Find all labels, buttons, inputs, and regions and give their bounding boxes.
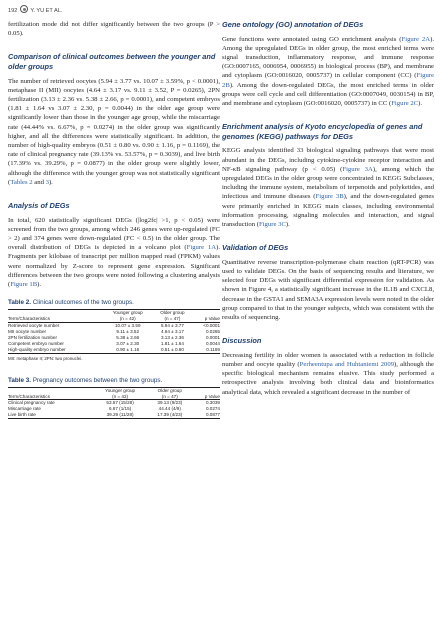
table3: Younger group Older group Term/Characteristics (n = 42) (n = 47) p Value Clinical pregnancy rate 53.57 (15/28) 39.13 (9/23) 0.3039 Miscarriage rate 6.67 (1/15) 44.44 (4/9) 0.0274 Live birth rate 39.29 (11/28) 17.39 (4/23) 0.0877 [8,387,220,418]
paragraph-analysis-of-degs: In total, 620 statistically significant DEGs (|log2fc| >1, p < 0.05) were screened from the two groups, among which 246 genes were up-regulated (FC > 2) and 374 genes were down-regulated (FC < 0.5) in the older group. The overall distribution of DEGs is depicted in a volcano plot (Figure 1A). Fragments per kilobase of transcript per million mapped read (FPKM) values were normalized by Z-score to represent gene expression. Significant differences between the two groups were noted following a clustering analysis (Figure 1B). [8,216,221,289]
table-row: Clinical pregnancy rate 53.57 (15/28) 39.13 (9/23) 0.3039 [8,400,220,406]
figure-reference-link[interactable]: Figure 1B [10,281,38,289]
table-row: Miscarriage rate 6.67 (1/15) 44.44 (4/9) 0.0274 [8,406,220,412]
table-row: High-quality embryo number 0.90 ± 1.16 0.51 ± 0.80 0.1169 [8,346,220,352]
heading-clinical-outcomes: Comparison of clinical outcomes between the younger and older groups [8,52,216,71]
page-number: 192 [8,8,18,14]
table-row: Competent embryo number 3.07 ± 2.30 1.81 ± 1.64 0.0044 [8,340,220,346]
table-row: Retrieved oocyte number 10.07 ± 3.59 5.94 ± 3.77 <0.0001 [8,323,220,329]
journal-logo-icon [20,5,28,13]
paragraph-intro: fertilization mode did not differ significantly between the two groups (P > 0.05). [8,21,220,38]
figure-reference-link[interactable]: Figure 2C [391,100,419,108]
heading-validation-of-degs: Validation of DEGs [222,243,289,253]
paragraph-validation-of-degs: Quantitative reverse transcription-polymerase chain reaction (qRT-PCR) was used to validate DEGs. On the basis of sequencing results and literature, we selected four DEGs with significant differential expression for validation. As shown in Figure 4, a statistically significant increase in the IL1B and CXCL8, decrease in the GSTA1 and SEMA3A expression levels were noted in the older group compared to that in the younger subjects, which was consistent with the results of sequencing. [222,258,434,322]
table-reference-link[interactable]: 3 [45,178,49,186]
heading-go-annotation: Gene ontology (GO) annotation of DEGs [222,20,364,29]
figure-reference-link[interactable]: Figure 3A [342,165,373,173]
heading-discussion: Discussion [222,336,262,346]
paragraph-clinical-outcomes: The number of retrieved oocytes (5.94 ± 3.77 vs. 10.07 ± 3.59%, p < 0.0001), metaphase II (MII) oocytes (4.64 ± 3.17 vs. 9.11 ± 3.52, P = 0.0265), 2PN fertilization (3.13 ± 2.36 vs. 5.38 ± 2.66, p = 0.0001), and competent embryos (1.81 ± 1.64 vs 3.07 ± 2.30, p = 0.0044) in the older age group were significantly lower than those in the younger age group, while the miscarriage rate (44.44% vs. 6.67%, p = 0.0274) in the older group was significantly higher, and all the differences were statistically significant. In addition, the number of high-quality embryos (0.51 ± 0.80 vs. 0.90 ± 1.16, p = 0.1169), the rate of clinical pregnancy rate (39.13% vs. 53.57%, p = 0.3039), and live birth (17.39% vs. 39.29%, p = 0.0877) in the older group were slightly lower, although the difference with the younger group was not statistically significant (Tables 2 and 3). [8,77,220,186]
heading-kegg-enrichment: Enrichment analysis of Kyoto encyclopedia of genes and genomes (KEGG) pathways for DEGs [222,122,423,141]
table-reference-link[interactable]: Tables 2 [10,178,33,186]
figure-reference-link[interactable]: Figure 2B [222,72,434,89]
paragraph-kegg-enrichment: KEGG analysis identified 33 biological signaling pathways that were most abundant in the DEGs, including cytokine-cytokine receptor interaction and NF-κB signaling pathway (p < 0.05) (Figure 3A), among which the upregulated DEGs in the older group were concentrated in KEGG Subclasses, including the immune system, metabolism of terpenoids and polyketides, and infectious and immune diseases (Figure 3B), and the down-regulated genes were primarily enriched in KEGG main classes, including environmental information processing, signaling molecules and interaction, and signal transduction (Figure 3C). [222,147,435,229]
right-column [222,20,434,403]
figure-reference-link[interactable]: Figure 3B [315,193,344,201]
table3-caption: Table 3. Pregnancy outcomes between the two groups. [8,376,163,384]
table2: Younger group Older group Term/Characteristics (n = 42) (n = 47) p Value Retrieved oocyte number 10.07 ± 3.59 5.94 ± 3.77 <0.0001 MII oocyte number 9.11 ± 3.52 4.64 ± 3.17 0.0265 2PN fertilization number 5.38 ± 2.66 3.13 ± 2.36 0.0001 Competent embryo number 3.07 ± 2.30 1.81 ± 1.64 0.0044 High-quality embryo number 0.90 ± 1.16 0.51 ± 0.80 0.1169 [8,310,220,352]
citation-link[interactable]: Perheentupa and Huhtaniemi 2009 [299,361,395,369]
paragraph-discussion: Decreasing fertility in older women is associated with a reduction in follicle number and oocyte quality (Perheentupa and Huhtaniemi 2009), although the specific biological mechanism remains elusive. This study performed a retrospective analysis involving both clinical data and bioinformatics analytical data, which revealed a significant decrease in the number of [222,351,434,396]
figure-reference-link[interactable]: Figure 1A [186,244,217,252]
table-row: Live birth rate 39.29 (11/28) 17.39 (4/23) 0.0877 [8,412,220,418]
table2-footnote: MII: metaphase II; 2PN: two pronuclei. [8,355,83,361]
author-line: Y. YU ET AL. [30,8,63,14]
table2-caption: Table 2. Clinical outcomes of the two groups. [8,299,134,307]
table-row: MII oocyte number 9.11 ± 3.52 4.64 ± 3.17 0.0265 [8,328,220,334]
table-row: 2PN fertilization number 5.38 ± 2.66 3.13 ± 2.36 0.0001 [8,334,220,340]
left-column [8,20,220,419]
heading-analysis-of-degs: Analysis of DEGs [8,201,70,211]
paragraph-go-annotation: Gene functions were annotated using GO enrichment analysis (Figure 2A). Among the upregulated DEGs in older group, the most enriched terms were signal transduction, inflammatory response, and immune response (GO:0007165, 0006954, 0006955) in biological process (BP), and membrane and cytoplasm (GO:0016020, 0005737) in cellular component (CC) (Figure 2B). Among the down-regulated DEGs, the most enriched terms in older groups were cell cycle and cell differentiation (GO:0007049, 0030154) in BP, and membrane and cytoplasm (GO:0016020, 0005737) in CC (Figure 2C). [222,35,434,108]
figure-reference-link[interactable]: Figure 2A [401,35,431,43]
figure-reference-link[interactable]: Figure 3C [258,221,286,229]
running-header [8,5,62,14]
